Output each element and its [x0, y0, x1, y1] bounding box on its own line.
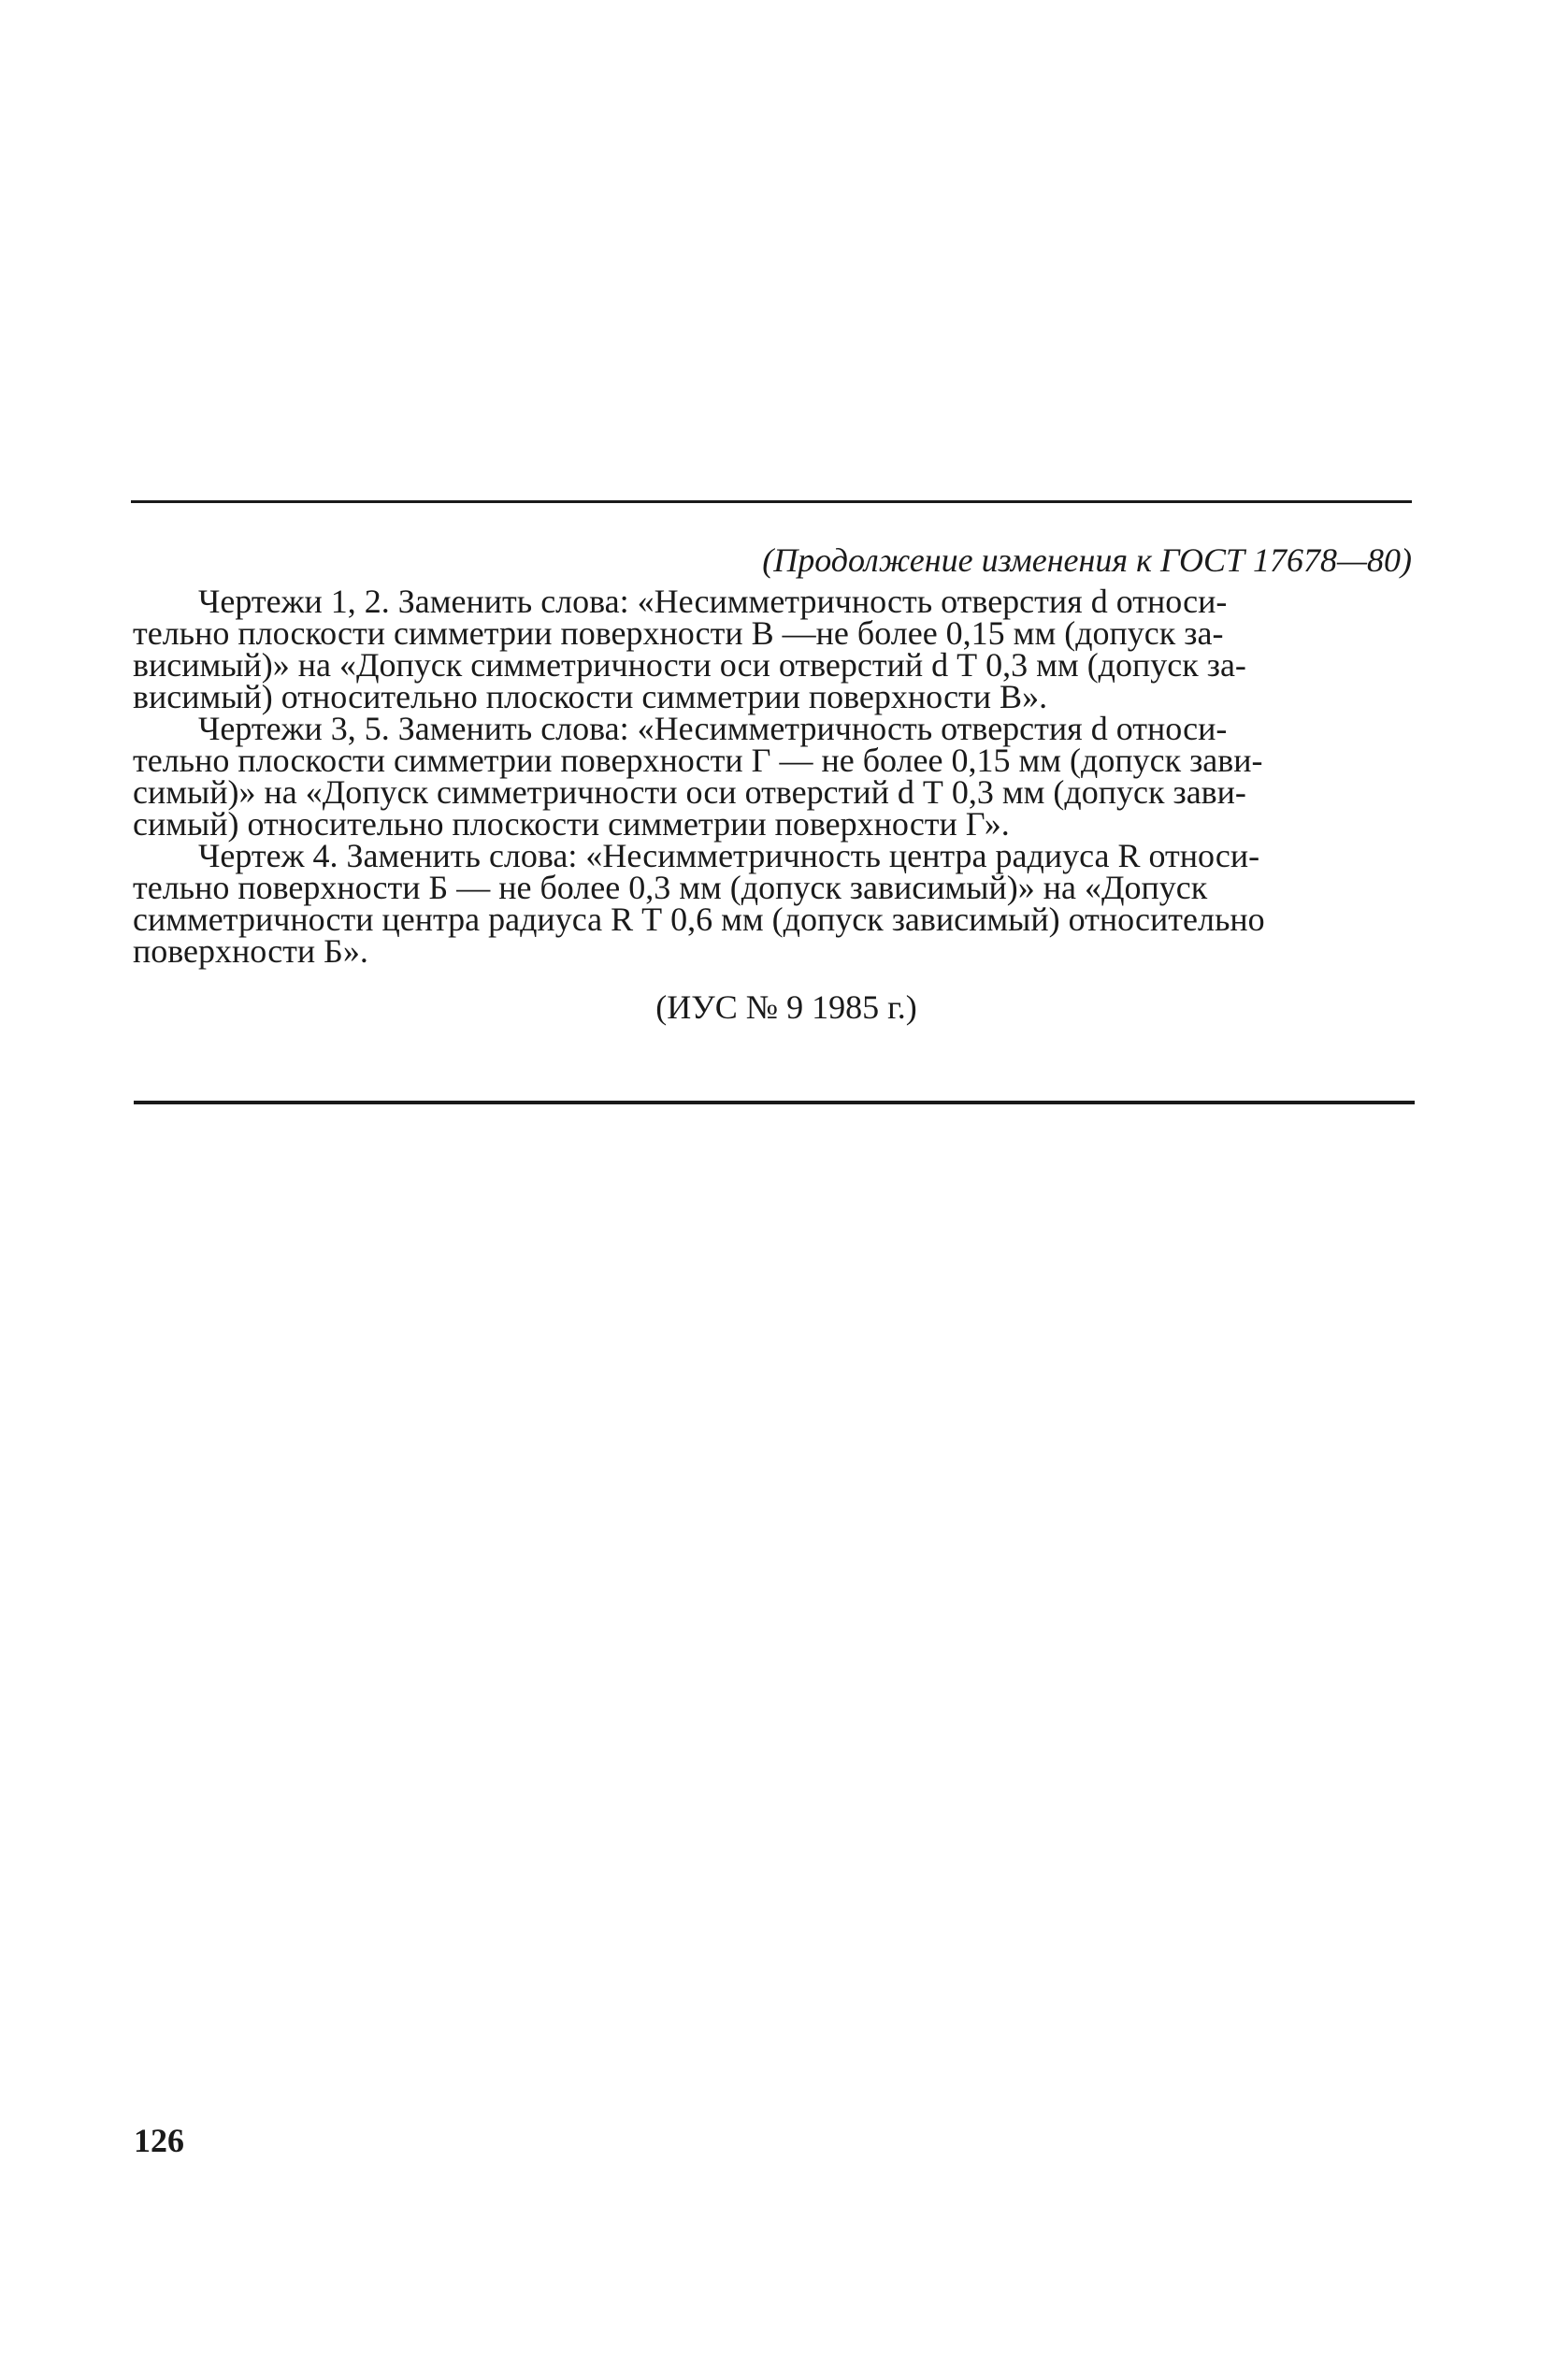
paragraph-line: тельно плоскости симметрии поверхности Г — не более 0,15 мм (допуск зави-: [133, 742, 1263, 779]
paragraph-line: Чертежи 1, 2. Заменить слова: «Несимметричность отверстия d относи-: [198, 583, 1228, 620]
top-divider-rule: [131, 500, 1412, 503]
paragraph-line: симый)» на «Допуск симметричности оси отверстий d Т 0,3 мм (допуск зави-: [133, 773, 1246, 811]
paragraph-line: висимый) относительно плоскости симметрии поверхности В».: [133, 678, 1048, 715]
paragraph-line: симметричности центра радиуса R Т 0,6 мм (допуск зависимый) относительно: [133, 901, 1265, 938]
paragraph-drawing-4: [133, 837, 1412, 970]
paragraph-line: Чертеж 4. Заменить слова: «Несимметричность центра радиуса R относи-: [198, 837, 1260, 874]
page-number: 126: [134, 2122, 184, 2159]
continuation-header: (Продолжение изменения к ГОСТ 17678—80): [762, 541, 1412, 579]
paragraph-line: Чертежи 3, 5. Заменить слова: «Несимметричность отверстия d относи-: [198, 710, 1228, 747]
paragraph-drawings-3-5: [133, 710, 1412, 843]
paragraph-line: поверхности Б».: [133, 932, 368, 970]
amendment-text-block: [133, 541, 1412, 1026]
bottom-divider-rule: [134, 1101, 1415, 1104]
paragraph-line: симый) относительно плоскости симметрии поверхности Г».: [133, 805, 1010, 843]
paragraph-line: тельно поверхности Б — не более 0,3 мм (допуск зависимый)» на «Допуск: [133, 869, 1208, 906]
ius-reference-note: (ИУС № 9 1985 г.): [655, 988, 917, 1026]
paragraph-line: висимый)» на «Допуск симметричности оси отверстий d Т 0,3 мм (допуск за-: [133, 646, 1246, 684]
paragraph-line: тельно плоскости симметрии поверхности В —не более 0,15 мм (допуск за-: [133, 614, 1224, 652]
paragraph-drawings-1-2: [133, 583, 1412, 715]
